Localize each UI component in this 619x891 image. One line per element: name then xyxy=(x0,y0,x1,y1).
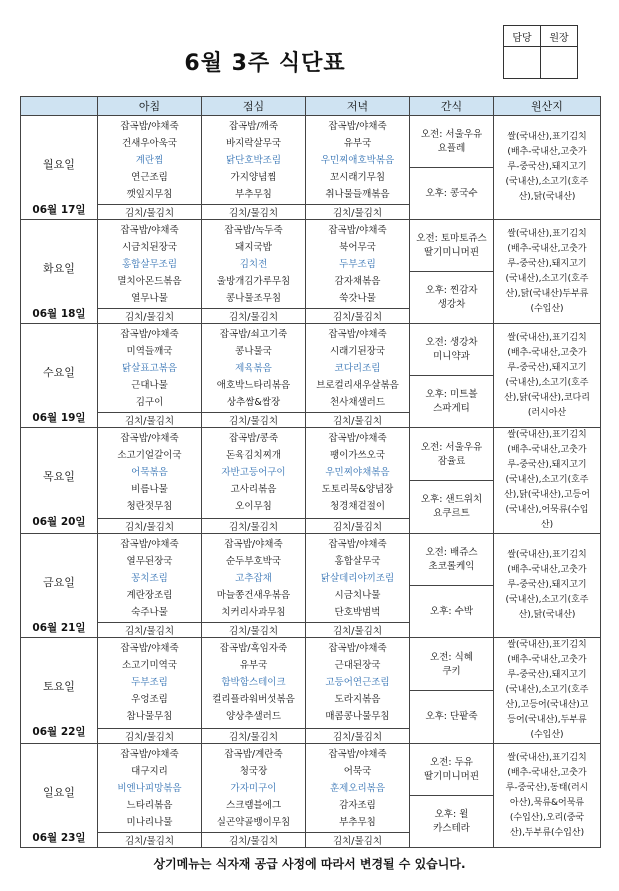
menu-item: 브로컬리새우살볶음 xyxy=(316,379,399,391)
menu-item: 고추잡채 xyxy=(235,572,272,584)
menu-item: 숙주나물 xyxy=(131,606,168,618)
snack-am: 오전: 식혜 쿠키 xyxy=(410,639,493,691)
menu-item: 시금치나물 xyxy=(334,589,381,601)
lunch-cell xyxy=(202,534,306,623)
menu-item: 잡곡밥/야채죽 xyxy=(224,538,283,550)
menu-item: 꽁치조림 xyxy=(131,572,168,584)
menu-item: 울방개김가루무침 xyxy=(216,275,291,287)
day-date: 06월 22일 xyxy=(32,726,86,738)
menu-item: 돼지국밥 xyxy=(235,241,272,253)
menu-item: 감자채볶음 xyxy=(334,275,381,287)
menu-item: 닭단호박조림 xyxy=(225,154,282,166)
menu-item: 시래기된장국 xyxy=(329,345,386,357)
menu-item: 어묵국 xyxy=(343,765,372,777)
dinner-cell xyxy=(306,744,410,833)
day-row xyxy=(21,324,601,413)
day-date: 06월 18일 xyxy=(32,308,86,320)
kimchi-cell: 김치/물김치 xyxy=(306,728,410,743)
menu-item: 천사채샐러드 xyxy=(329,396,386,408)
menu-item: 잡곡밥/야채죽 xyxy=(120,120,179,132)
lunch-cell xyxy=(202,638,306,729)
menu-item: 컬리플라워버섯볶음 xyxy=(212,694,295,706)
menu-item: 자반고등어구이 xyxy=(221,467,286,479)
breakfast-cell xyxy=(98,744,202,833)
dinner-cell xyxy=(306,324,410,413)
page-title: 6월 3주 식단표 xyxy=(184,51,346,76)
header-snack: 간식 xyxy=(410,97,494,116)
menu-item: 잡곡밥/콩죽 xyxy=(228,433,279,445)
kimchi-cell: 김치/물김치 xyxy=(306,413,410,428)
menu-item: 닭살데리야끼조림 xyxy=(320,572,395,584)
menu-item: 고사리볶음 xyxy=(230,484,277,496)
menu-item: 잡곡밥/야채죽 xyxy=(120,538,179,550)
menu-item: 잡곡밥/야채죽 xyxy=(328,433,387,445)
sign-box-director xyxy=(541,47,578,79)
snack-am: 오전: 토마토쥬스 딸기미니머핀 xyxy=(410,220,493,272)
snack-cell xyxy=(410,744,494,848)
menu-item: 연근조림 xyxy=(131,171,168,183)
menu-item: 돈육김치찌개 xyxy=(225,450,282,462)
day-date: 06월 21일 xyxy=(32,622,86,634)
approval-box xyxy=(503,25,578,79)
menu-item: 매콤콩나물무침 xyxy=(325,711,390,723)
day-row xyxy=(21,428,601,519)
footer-note: 상기메뉴는 식자재 공급 사정에 따라서 변경될 수 있습니다. xyxy=(153,857,466,871)
menu-item: 근대나물 xyxy=(131,379,168,391)
menu-item: 제육볶음 xyxy=(235,362,272,374)
kimchi-cell: 김치/물김치 xyxy=(306,518,410,533)
header-lunch: 점심 xyxy=(202,97,306,116)
menu-item: 가자미구이 xyxy=(230,782,277,794)
header-day xyxy=(21,97,98,116)
kimchi-cell: 김치/물김치 xyxy=(306,309,410,324)
menu-item: 잡곡밥/야채죽 xyxy=(328,224,387,236)
menu-item: 함박함스테이크 xyxy=(221,677,286,689)
menu-item: 부추무침 xyxy=(339,816,376,828)
kimchi-cell: 김치/물김치 xyxy=(98,728,202,743)
menu-item: 두부조림 xyxy=(131,677,168,689)
day-row xyxy=(21,220,601,309)
menu-item: 열무된장국 xyxy=(126,555,173,567)
day-date: 06월 17일 xyxy=(32,204,86,216)
kimchi-cell: 김치/물김치 xyxy=(202,413,306,428)
menu-item: 잡곡밥/야채죽 xyxy=(120,748,179,760)
menu-item: 가지양념찜 xyxy=(230,171,277,183)
menu-item: 잡곡밥/흑임자죽 xyxy=(219,643,288,655)
day-name: 월요일 xyxy=(43,158,75,171)
lunch-cell xyxy=(202,428,306,519)
breakfast-cell xyxy=(98,116,202,205)
kimchi-cell: 김치/물김치 xyxy=(306,623,410,638)
menu-item: 치커리사과무침 xyxy=(221,606,286,618)
day-row xyxy=(21,534,601,623)
kimchi-cell: 김치/물김치 xyxy=(202,728,306,743)
menu-item: 애호박느타리볶음 xyxy=(216,379,291,391)
origin-cell: 쌀(국내산),표기김치 (배추-국내산,고춧가 루-중국산),돼지고기 (국내산),소고기(호주 산),닭(국내산),고등어 (국내산),어묵류(수입 산) xyxy=(494,428,601,534)
day-cell xyxy=(21,638,98,744)
origin-cell: 쌀(국내산),표기김치 (배추-국내산,고춧가 루-중국산),돼지고기 (국내산),소고기(호주 산),닭(국내산),코다리 (러시아산 xyxy=(494,324,601,428)
day-cell xyxy=(21,220,98,324)
origin-cell: 쌀(국내산),표기김치 (배추-국내산,고춧가 루-중국산),돼지고기 (국내산),소고기(호주 산),닭(국내산) xyxy=(494,116,601,220)
menu-item: 소고기얼갈이국 xyxy=(117,450,182,462)
menu-item: 잡곡밥/야채죽 xyxy=(328,120,387,132)
day-name: 금요일 xyxy=(43,576,75,589)
menu-item: 시금치된장국 xyxy=(121,241,178,253)
kimchi-cell: 김치/물김치 xyxy=(202,518,306,533)
menu-item: 청국장 xyxy=(239,765,268,777)
breakfast-cell xyxy=(98,220,202,309)
menu-item: 깻잎지무침 xyxy=(126,188,173,200)
menu-item: 비름나물 xyxy=(131,484,168,496)
day-cell xyxy=(21,428,98,534)
breakfast-cell xyxy=(98,638,202,729)
menu-item: 꼬시래기무침 xyxy=(329,171,386,183)
menu-item: 쑥갓나물 xyxy=(339,292,376,304)
kimchi-cell: 김치/물김치 xyxy=(202,833,306,848)
menu-item: 부추무침 xyxy=(235,188,272,200)
day-cell xyxy=(21,324,98,428)
menu-item: 마늘쫑건새우볶음 xyxy=(216,589,291,601)
snack-pm: 오후: 콩국수 xyxy=(425,187,478,199)
day-cell xyxy=(21,744,98,848)
menu-item: 유부국 xyxy=(239,660,268,672)
menu-item: 건새우아욱국 xyxy=(121,137,178,149)
origin-cell: 쌀(국내산),표기김치 (배추-국내산,고춧가 루-중국산),동태(러시 아산),묵류&어묵류 (수입산),오리(중국 산),두부류(수입산) xyxy=(494,744,601,848)
breakfast-cell xyxy=(98,534,202,623)
menu-item: 참나물무침 xyxy=(126,711,173,723)
menu-item: 감자조림 xyxy=(339,799,376,811)
day-row xyxy=(21,744,601,833)
dinner-cell xyxy=(306,638,410,729)
dinner-cell xyxy=(306,428,410,519)
menu-item: 잡곡밥/야채죽 xyxy=(120,433,179,445)
menu-item: 김치전 xyxy=(239,258,268,270)
menu-item: 미나리나물 xyxy=(126,816,173,828)
dinner-cell xyxy=(306,116,410,205)
meal-table-body xyxy=(21,116,601,848)
menu-item: 잡곡밥/야채죽 xyxy=(120,643,179,655)
menu-item: 실곤약골뱅이무침 xyxy=(216,816,291,828)
snack-pm: 오후: 단팥죽 xyxy=(425,710,478,722)
menu-item: 바지락살무국 xyxy=(225,137,282,149)
snack-pm: 오후: 미트볼 스파게티 xyxy=(425,388,478,414)
dinner-cell xyxy=(306,220,410,309)
dinner-cell xyxy=(306,534,410,623)
menu-item: 잡곡밥/녹두죽 xyxy=(224,224,283,236)
menu-item: 잡곡밥/야채죽 xyxy=(328,328,387,340)
menu-item: 대구지리 xyxy=(131,765,168,777)
sign-label-director: 원장 xyxy=(541,26,578,47)
lunch-cell xyxy=(202,116,306,205)
menu-item: 스크램블에그 xyxy=(225,799,282,811)
snack-am: 오전: 서울우유 잠율료 xyxy=(410,429,493,481)
menu-item: 청란젓무침 xyxy=(126,501,173,513)
kimchi-cell: 김치/물김치 xyxy=(98,518,202,533)
origin-cell: 쌀(국내산),표기김치 (배추-국내산,고춧가 루-중국산),돼지고기 (국내산),소고기(호주 산),고등어(국내산)고 등어(국내산),두부류 (수입산) xyxy=(494,638,601,744)
snack-am: 오전: 서울우유 요플레 xyxy=(410,116,493,168)
snack-pm: 오후: 샌드위치 요쿠르트 xyxy=(420,493,483,519)
menu-item: 순두부호박국 xyxy=(225,555,282,567)
origin-cell: 쌀(국내산),표기김치 (배추-국내산,고춧가 루-중국산),돼지고기 (국내산),소고기(호주 산),닭(국내산)두부류 (수입산) xyxy=(494,220,601,324)
snack-cell xyxy=(410,428,494,534)
menu-item: 닭살표고볶음 xyxy=(121,362,178,374)
menu-item: 소고기미역국 xyxy=(121,660,178,672)
menu-item: 우민찌야채볶음 xyxy=(325,467,390,479)
header-breakfast: 아침 xyxy=(98,97,202,116)
meal-table xyxy=(20,96,601,848)
menu-item: 우엉조림 xyxy=(131,694,168,706)
lunch-cell xyxy=(202,220,306,309)
menu-item: 잡곡밥/깨죽 xyxy=(228,120,279,132)
menu-item: 잡곡밥/야채죽 xyxy=(328,748,387,760)
menu-item: 잡곡밥/야채죽 xyxy=(328,538,387,550)
menu-item: 단호박범벅 xyxy=(334,606,381,618)
menu-item: 계란찜 xyxy=(135,154,164,166)
header-origin: 원산지 xyxy=(494,97,601,116)
snack-am: 오전: 배쥬스 초코롤케익 xyxy=(410,534,493,586)
day-name: 수요일 xyxy=(43,366,75,379)
day-name: 일요일 xyxy=(43,786,75,799)
menu-item: 청경채겉절이 xyxy=(329,501,386,513)
kimchi-cell: 김치/물김치 xyxy=(306,205,410,220)
menu-item: 홍합살무조림 xyxy=(121,258,178,270)
sign-label-manager: 담당 xyxy=(504,26,541,47)
day-date: 06월 19일 xyxy=(32,412,86,424)
origin-cell: 쌀(국내산),표기김치 (배추-국내산,고춧가 루-중국산),돼지고기 (국내산),소고기(호주 산),닭(국내산) xyxy=(494,534,601,638)
day-name: 토요일 xyxy=(43,680,75,693)
menu-item: 훈제오리볶음 xyxy=(329,782,386,794)
kimchi-cell: 김치/물김치 xyxy=(98,623,202,638)
day-name: 목요일 xyxy=(43,470,75,483)
menu-item: 열무나물 xyxy=(131,292,168,304)
kimchi-cell: 김치/물김치 xyxy=(98,833,202,848)
menu-item: 북어무국 xyxy=(339,241,376,253)
menu-item: 어묵볶음 xyxy=(131,467,168,479)
menu-item: 잡곡밥/야채죽 xyxy=(328,643,387,655)
menu-item: 도라지볶음 xyxy=(334,694,381,706)
snack-am: 오전: 생강차 미니약과 xyxy=(410,324,493,376)
menu-item: 비엔나피망볶음 xyxy=(117,782,182,794)
day-name: 화요일 xyxy=(43,262,75,275)
menu-item: 느타리볶음 xyxy=(126,799,173,811)
day-date: 06월 23일 xyxy=(32,832,86,844)
lunch-cell xyxy=(202,744,306,833)
menu-item: 잡곡밥/계란죽 xyxy=(224,748,283,760)
kimchi-cell: 김치/물김치 xyxy=(98,309,202,324)
menu-item: 잡곡밥/야채죽 xyxy=(120,224,179,236)
menu-item: 두부조림 xyxy=(339,258,376,270)
day-row xyxy=(21,116,601,205)
day-cell xyxy=(21,534,98,638)
snack-am: 오전: 두유 딸기미니머핀 xyxy=(410,744,493,796)
menu-item: 팽이가쓰오국 xyxy=(329,450,386,462)
breakfast-cell xyxy=(98,324,202,413)
snack-pm: 오후: 수박 xyxy=(430,605,473,617)
snack-pm: 오후: 윌 카스테라 xyxy=(433,808,470,834)
kimchi-cell: 김치/물김치 xyxy=(98,205,202,220)
day-date: 06월 20일 xyxy=(32,516,86,528)
kimchi-cell: 김치/물김치 xyxy=(202,205,306,220)
menu-item: 코다리조림 xyxy=(334,362,381,374)
menu-item: 근대된장국 xyxy=(334,660,381,672)
menu-item: 취나물들깨볶음 xyxy=(325,188,390,200)
menu-item: 계란장조림 xyxy=(126,589,173,601)
snack-cell xyxy=(410,116,494,220)
kimchi-cell: 김치/물김치 xyxy=(98,413,202,428)
menu-item: 잡곡밥/쇠고기죽 xyxy=(219,328,288,340)
snack-cell xyxy=(410,220,494,324)
menu-item: 콩나물조무침 xyxy=(225,292,282,304)
menu-item: 미역들깨국 xyxy=(126,345,173,357)
kimchi-cell: 김치/물김치 xyxy=(202,623,306,638)
menu-item: 멸치아몬드볶음 xyxy=(117,275,182,287)
menu-item: 유부국 xyxy=(343,137,372,149)
snack-cell xyxy=(410,534,494,638)
menu-item: 우민찌애호박볶음 xyxy=(320,154,395,166)
snack-pm: 오후: 찐감자 생강차 xyxy=(425,284,478,310)
menu-item: 잡곡밥/야채죽 xyxy=(120,328,179,340)
kimchi-cell: 김치/물김치 xyxy=(202,309,306,324)
menu-item: 고등어연근조림 xyxy=(325,677,390,689)
header-dinner: 저녁 xyxy=(306,97,410,116)
day-row xyxy=(21,638,601,729)
menu-item: 도토리묵&양념장 xyxy=(321,484,394,496)
menu-item: 양상추샐러드 xyxy=(225,711,282,723)
kimchi-cell: 김치/물김치 xyxy=(306,833,410,848)
breakfast-cell xyxy=(98,428,202,519)
menu-item: 상추쌈&쌈장 xyxy=(226,396,281,408)
lunch-cell xyxy=(202,324,306,413)
menu-item: 김구이 xyxy=(135,396,164,408)
sign-box-manager xyxy=(504,47,541,79)
menu-item: 콩나물국 xyxy=(235,345,272,357)
day-cell xyxy=(21,116,98,220)
menu-item: 오이무침 xyxy=(235,501,272,513)
snack-cell xyxy=(410,324,494,428)
snack-cell xyxy=(410,638,494,744)
menu-item: 홍합살무국 xyxy=(334,555,381,567)
